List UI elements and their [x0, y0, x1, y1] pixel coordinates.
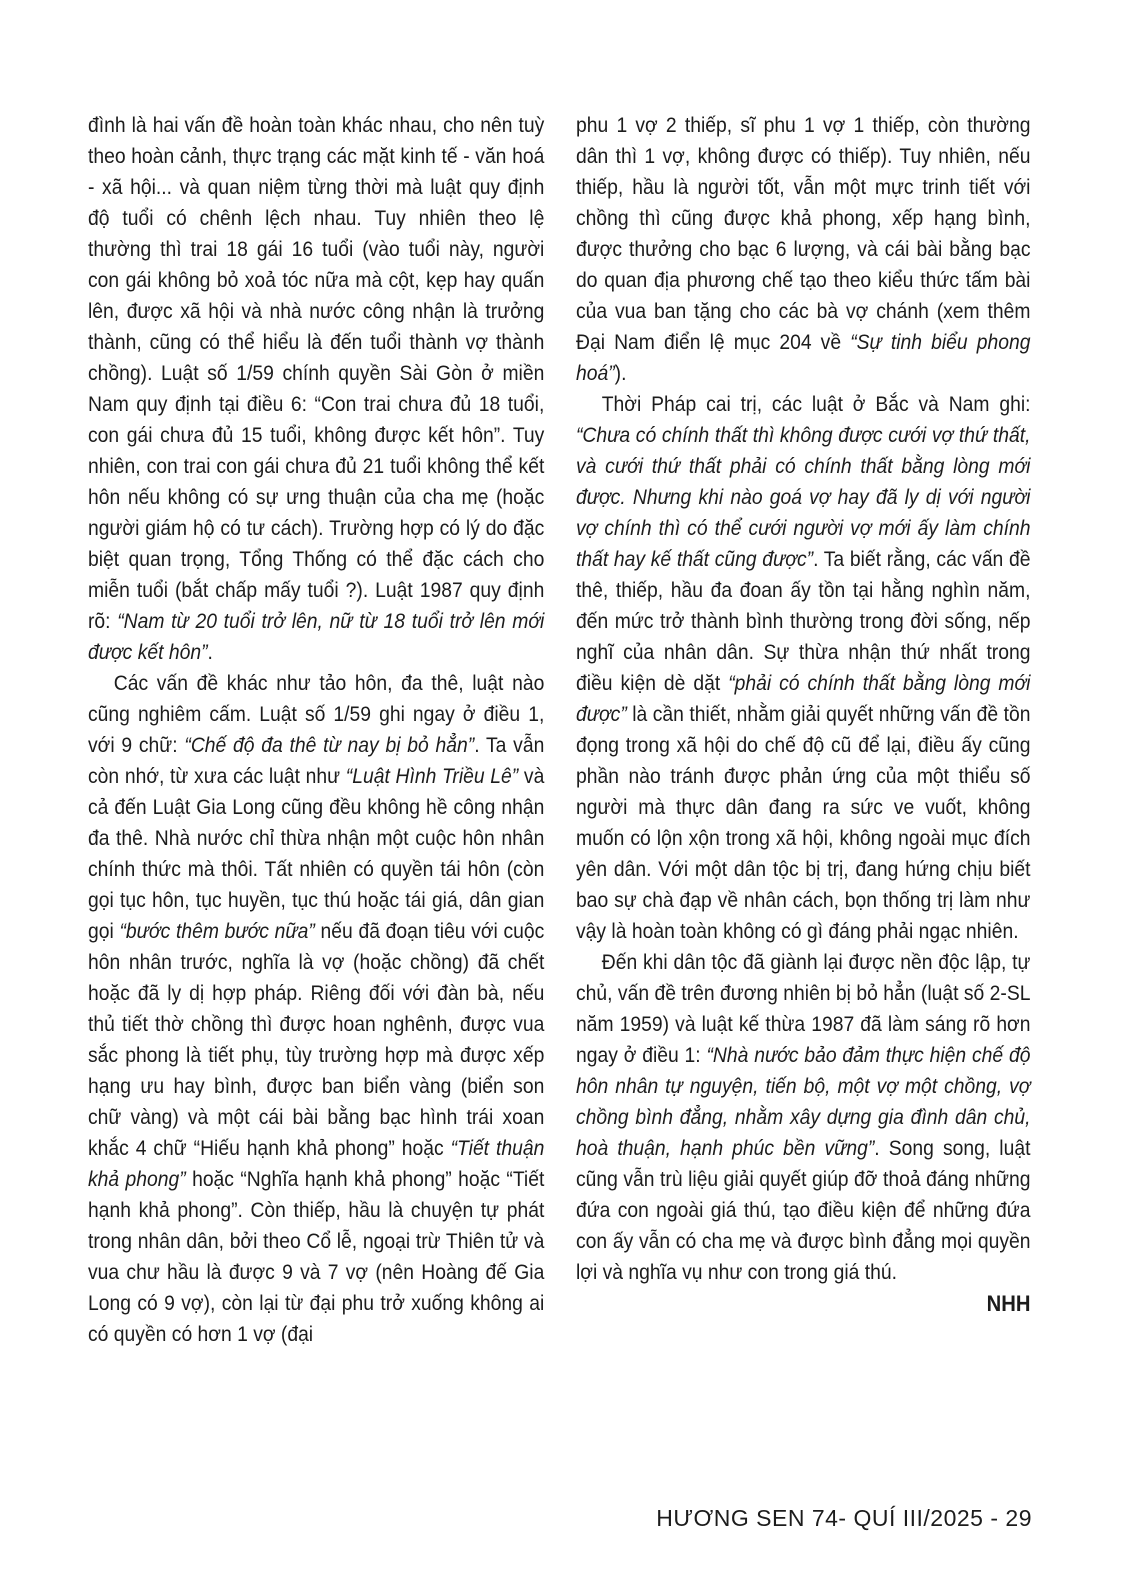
page-footer: HƯƠNG SEN 74- QUÍ III/2025 - 29	[656, 1505, 1032, 1531]
body-paragraph	[576, 947, 1030, 1288]
quoted-text-run: “Tiết thuận khả phong”	[88, 1137, 545, 1191]
article-column-right	[576, 110, 1030, 1319]
text-run: Đến khi dân tộc đã giành lại được nền độc lập, tự chủ, vấn đề trên đương nhiên bị bỏ hẳn (luật số 2-SL năm 1959) và luật kế thừa 1987 đã làm sáng rõ hơn ngay ở điều 1:	[576, 951, 1031, 1067]
quoted-text-run: “Sự tinh biểu phong hoá”	[576, 331, 1031, 385]
quoted-text-run: “phải có chính thất bằng lòng mới được”	[576, 672, 1031, 726]
body-paragraph	[88, 668, 544, 1350]
quoted-text-run: “Luật Hình Triều Lê”	[345, 765, 519, 788]
text-run: Thời Pháp cai trị, các luật ở Bắc và Nam ghi:	[601, 393, 1031, 416]
text-run: .	[207, 641, 213, 664]
quoted-text-run: “Nhà nước bảo đảm thực hiện chế độ hôn nhân tự nguyện, tiến bộ, một vợ một chồng, vợ chồng bình đẳng, nhằm xây dựng gia đình dân chủ, hoà thuận, hạnh phúc bền vững”	[576, 1044, 1031, 1160]
body-paragraph	[576, 389, 1030, 947]
quoted-text-run: “Chưa có chính thất thì không được cưới vợ thứ thất, và cưới thứ thất phải có chính thất bằng lòng mới được. Nhưng khi nào goá vợ hay đã ly dị với người vợ chính thì có thể cưới người vợ mới ấy làm chính thất hay kế thất cũng được”	[576, 424, 1031, 571]
body-paragraph	[88, 110, 544, 668]
text-run: nếu đã đoạn tiêu với cuộc hôn nhân trước, nghĩa là vợ (hoặc chồng) đã chết hoặc đã ly dị hợp pháp. Riêng đối với đàn bà, nếu thủ tiết thờ chồng thì được hoan nghênh, được vua sắc phong là tiết phụ, tùy trường hợp mà được xếp hạng ưu hay bình, được ban biển vàng (biển son chữ vàng) và một cái bài bằng bạc hình trái xoan khắc 4 chữ “Hiếu hạnh khả phong” hoặc	[88, 920, 545, 1160]
text-run: phu 1 vợ 2 thiếp, sĩ phu 1 vợ 1 thiếp, còn thường dân thì 1 vợ, không được có thiếp). Tuy nhiên, nếu thiếp, hầu là người tốt, vẫn một mực trinh tiết với chồng thì cũng được khả phong, xếp hạng bình, được thưởng cho bạc 6 lượng, và cái bài bằng bạc do quan địa phương chế tạo theo kiểu thức tấm bài của vua ban tặng cho các bà vợ chánh (xem thêm Đại Nam điển lệ mục 204 về	[576, 114, 1031, 354]
text-run: Các vấn đề khác như tảo hôn, đa thê, luật nào cũng nghiêm cấm. Luật số 1/59 ghi ngay ở điều 1, với 9 chữ:	[88, 672, 545, 757]
text-run: . Ta vẫn còn nhớ, từ xưa các luật như	[88, 734, 545, 788]
text-run: . Song song, luật cũng vẫn trù liệu giải quyết giúp đỡ thoả đáng những đứa con ngoài giá thú, tạo điều kiện để những đứa con ấy vẫn có cha mẹ và được bình đẳng mọi quyền lợi và nghĩa vụ như con trong giá thú.	[576, 1137, 1031, 1284]
quoted-text-run: “Chế độ đa thê từ nay bị bỏ hẳn”	[184, 734, 475, 757]
text-run: là cần thiết, nhằm giải quyết những vấn đề tồn đọng trong xã hội do chế độ cũ để lại, điều ấy cũng phần nào tránh được phản ứng của một thiểu số người mà thực dân đang ra sức ve vuốt, không muốn có lộn xộn trong xã hội, không ngoài mục đích yên dân. Với một dân tộc bị trị, đang hứng chịu biết bao sự chà đạp về nhân cách, bọn thống trị làm như vậy là hoàn toàn không có gì đáng phải ngạc nhiên.	[576, 703, 1031, 943]
text-run: và cả đến Luật Gia Long cũng đều không hề công nhận đa thê. Nhà nước chỉ thừa nhận một cuộc hôn nhân chính thức mà thôi. Tất nhiên có quyền tái hôn (còn gọi tục hôn, tục huyền, tục thú hoặc tái giá, dân gian gọi	[88, 765, 545, 943]
quoted-text-run: “bước thêm bước nữa”	[119, 920, 315, 943]
quoted-text-run: “Nam từ 20 tuổi trở lên, nữ từ 18 tuổi trở lên mới được kết hôn”	[88, 610, 545, 664]
article-column-left	[88, 110, 544, 1350]
text-run: . Ta biết rằng, các vấn đề thê, thiếp, hầu đa đoan ấy tồn tại hằng nghìn năm, đến mức trở thành bình thường trong đời sống, nếp nghĩ của nhân dân. Sự thừa nhận thứ nhất trong điều kiện dè dặt	[576, 548, 1031, 695]
text-run: hoặc “Nghĩa hạnh khả phong” hoặc “Tiết hạnh khả phong”. Còn thiếp, hầu là chuyện tự phát trong nhân dân, bởi theo Cổ lễ, ngoại trừ Thiên tử và vua chư hầu là được 9 và 7 vợ (nên Hoàng đế Gia Long có 9 vợ), còn lại từ đại phu trở xuống không ai có quyền có hơn 1 vợ (đại	[88, 1168, 545, 1346]
body-paragraph	[576, 110, 1030, 389]
author-signature: NHH	[986, 1291, 1031, 1316]
text-run: ).	[614, 362, 627, 385]
text-run: đình là hai vấn đề hoàn toàn khác nhau, cho nên tuỳ theo hoàn cảnh, thực trạng các mặt kinh tế - văn hoá - xã hội... và quan niệm từng thời mà luật quy định độ tuổi có chênh lệch nhau. Tuy nhiên theo lệ thường thì trai 18 gái 16 tuổi (vào tuổi này, người con gái không bỏ xoả tóc nữa mà cột, kẹp hay quấn lên, được xã hội và nhà nước công nhận là trưởng thành, cũng có thể hiểu là đến tuổi thành vợ thành chồng). Luật số 1/59 chính quyền Sài Gòn ở miền Nam quy định tại điều 6: “Con trai chưa đủ 18 tuổi, con gái chưa đủ 15 tuổi, không được kết hôn”. Tuy nhiên, con trai con gái chưa đủ 21 tuổi không thể kết hôn nếu không có sự ưng thuận của cha mẹ (hoặc người giám hộ có tư cách). Trường hợp có lý do đặc biệt quan trọng, Tổng Thống có thể đặc cách cho miễn tuổi (bắt chấp mấy tuổi ?). Luật 1987 quy định rõ:	[88, 114, 545, 633]
